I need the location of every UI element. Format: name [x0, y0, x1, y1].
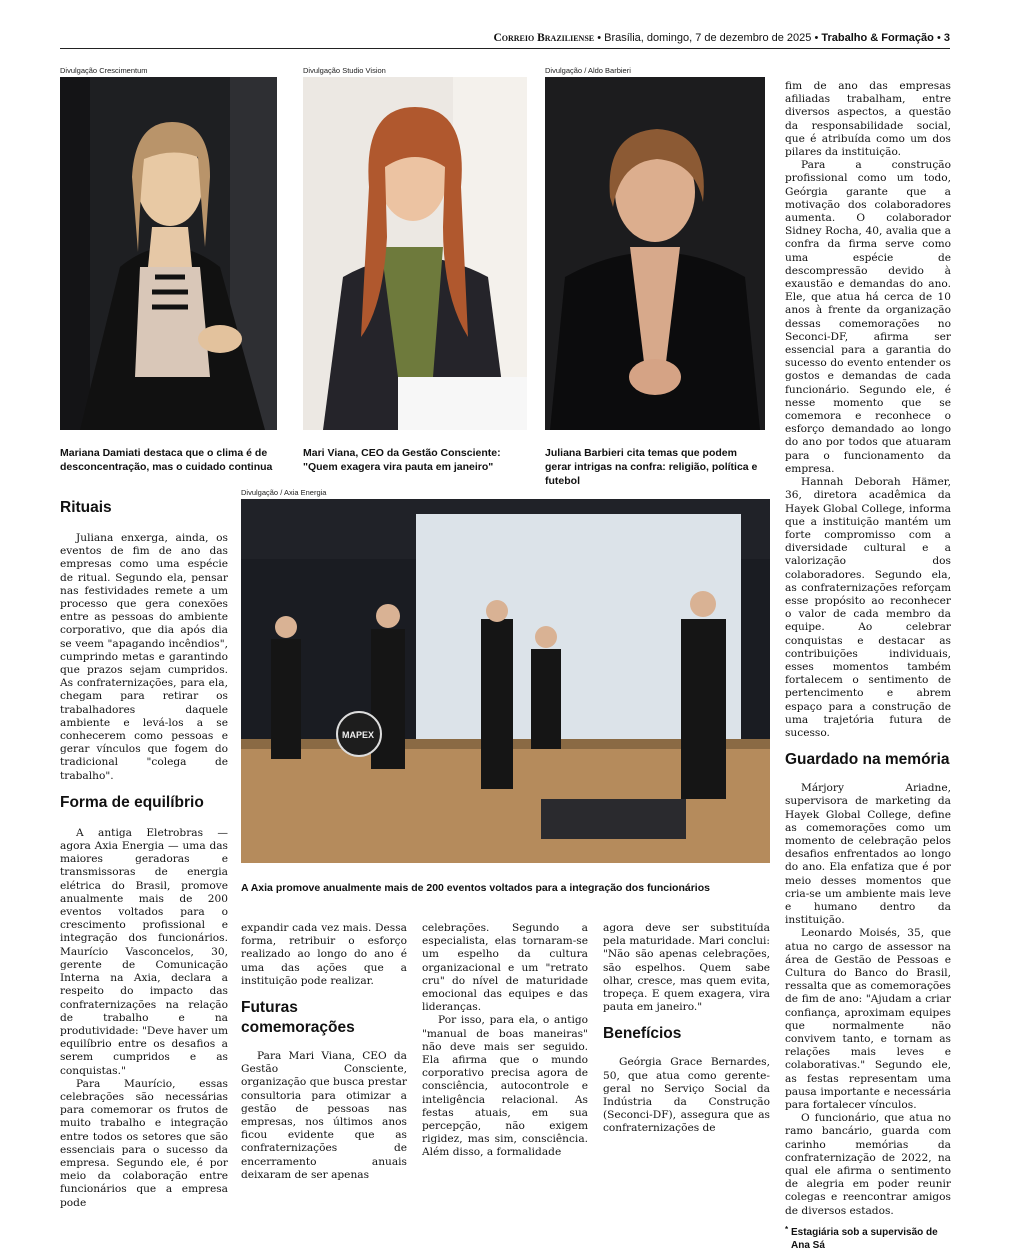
- paragraph: Hannah Deborah Hämer, 36, diretora acadêmica da Hayek Global College, informa que a instituição mantém um forte compromisso com a diversidade cultural e a valorização dos colaboradores. Segundo ela, as confraternizações reforçam esse propósito ao reconhecer o valor de cada membro da equipe. Ao celebrar conquistas e destacar as contribuições individuais, esses momentos também fortalecem o sentimento de pertencimento e abrem espaço para a construção de uma trajetória futura de sucesso.: [785, 476, 951, 739]
- page-header: Correio Braziliense • Brasília, domingo, 7 de dezembro de 2025 • Trabalho & Formação • 3: [60, 30, 950, 49]
- paragraph: Para Mari Viana, CEO da Gestão Consciente, organização que busca prestar consultoria para otimizar a gestão de pessoas nas empresas, nos últimos anos ficou evidente que as confraternizações de encerramento anuais deixaram de ser apenas: [241, 1050, 407, 1181]
- paragraph: A antiga Eletrobras — agora Axia Energia — uma das maiores geradoras e transmissoras de energia elétrica do Brasil, promove anualmente mais de 200 eventos voltados para o crescimento profissional e integração dos funcionários. Maurício Vasconcelos, 30, gerente de Comunicação Interna na Axia, declara a respeito do impacto das confraternizações na relação de trabalho e na produtividade: "Deve haver um equilíbrio entre os desafios a serem cumpridos e as conquistas.": [60, 826, 228, 1077]
- column-4: [603, 922, 770, 1136]
- photo-caption: A Axia promove anualmente mais de 200 eventos voltados para a integração dos funcionários: [241, 882, 710, 894]
- paragraph: Por isso, para ela, o antigo "manual de boas maneiras" não deve mais ser seguido. Ela afirma que o mundo corporativo precisa agora de consciência, autocontrole e inteligência relacional. As festas atuais, em sua percepção, não exigem rigidez, mas sim, consciência. Além disso, a formalidade: [422, 1014, 588, 1159]
- subheading-beneficios: Benefícios: [603, 1025, 682, 1043]
- footnote-mark: *: [785, 1224, 789, 1234]
- page-number: 3: [943, 32, 950, 44]
- paragraph: Juliana enxerga, ainda, os eventos de fim de ano das empresas como uma espécie de ritual. Segundo ela, pensar nas festividades remete a um processo que gera conexões entre as pessoas do ambiente corporativo, que dia após dia se veem "apagando incêndios", cumprindo metas e garantindo que prazos sejam cumpridos. As confraternizações, para ela, chegam para retirar os trabalhadores daquele ambiente e levá-los a se conhecerem como pessoas e gerar vínculos que fogem do tradicional "colega de trabalho".: [60, 532, 228, 782]
- paragraph: O funcionário, que atua no ramo bancário, guarda com carinho memórias da confraternização de 2022, na qual ele afirma o sentimento de alegria em poder reunir colegas e reencontrar amigos de diversos estados.: [785, 1112, 951, 1217]
- paragraph: Leonardo Moisés, 35, que atua no cargo de assessor na área de Gestão de Pessoas e Cultura do Banco do Brasil, ressalta que as comemorações de fim de ano: "Ajudam a criar confiança, aproximam equipes que normalmente não convivem tanto, e tornam as relações mais leves e colaborativas." Segundo ele, as festas representam uma pausa importante e necessária para fortalecer vínculos.: [785, 927, 951, 1112]
- photo-credit: Divulgação Crescimentum: [60, 66, 148, 75]
- section-name: Trabalho & Formação: [821, 32, 934, 44]
- paragraph: expandir cada vez mais. Dessa forma, retribuir o esforço realizado ao longo do ano é uma das ações que a instituição pode realizar.: [241, 922, 407, 987]
- drum-brand-text: MAPEX: [342, 730, 375, 740]
- photo-caption: Juliana Barbieri cita temas que podem gerar intrigas na confra: religião, política e futebol: [545, 447, 758, 487]
- subheading-forma-de-equilibrio: Forma de equilíbrio: [60, 793, 204, 811]
- subheading-futuras-comemoracoes: Futuras comemorações: [241, 999, 355, 1037]
- newspaper-name: Correio Braziliense: [493, 32, 595, 44]
- paragraph: fim de ano das empresas afiliadas trabalham, entre diversos aspectos, a questão da responsabilidade social, que é atribuída como um dos pilares da instituição.: [785, 80, 951, 159]
- column-1: [60, 498, 228, 1210]
- portrait-photo-juliana: [545, 77, 765, 430]
- photo-credit: Divulgação Studio Vision: [303, 66, 386, 75]
- paragraph: celebrações. Segundo a especialista, elas tornaram-se um espelho da cultura organizacional e um "retrato cru" do nível de maturidade emocional das equipes e das lideranças.: [422, 922, 588, 1014]
- band-photo: [241, 499, 770, 863]
- paragraph: Para a construção profissional como um todo, Geórgia garante que a motivação dos colaboradores aumenta. O colaborador Sidney Rocha, 40, avalia que a confra da firma serve como uma espécie de descompressão devido à exaustão e demandas do ano. Ele, que atua há cerca de 10 anos à frente da organização dessas comemorações no Seconci-DF, afirma ser essencial para a garantia do sucesso do evento entender os gostos e demandas de cada funcionário. Segundo ele, é nesse momento que se comemora e reconhece o esforço demandado ao longo do ano por todos que atuaram para o funcionamento da empresa.: [785, 159, 951, 475]
- author-footnote: [785, 1226, 951, 1252]
- paragraph: Geórgia Grace Bernardes, 50, que atua como gerente-geral no Serviço Social da Indústria da Construção (Seconci-DF), assegura que as confraternizações de: [603, 1056, 770, 1135]
- column-3: [422, 922, 588, 1160]
- dateline: Brasília, domingo, 7 de dezembro de 2025: [604, 32, 812, 44]
- photo-caption: Mari Viana, CEO da Gestão Consciente: "Quem exagera vira pauta em janeiro": [303, 447, 501, 473]
- photo-credit: Divulgação / Axia Energia: [241, 488, 327, 497]
- footnote-text: Estagiária sob a supervisão de Ana Sá: [791, 1226, 938, 1251]
- column-2: [241, 922, 407, 1182]
- paragraph: agora deve ser substituída pela maturidade. Mari conclui: "Não são apenas celebrações, são espelhos. Quem sabe olhar, cresce, mas quem evita, tropeça. E quem exagera, vira pauta em janeiro.": [603, 922, 770, 1014]
- paragraph: Márjory Ariadne, supervisora de marketing da Hayek Global College, define as comemorações como um momento de celebração pelos desafios enfrentados ao longo do ano. Ela enfatiza que é por meio desses momentos que cria-se um ambiente mais leve e humano dentro da instituição.: [785, 782, 951, 927]
- paragraph: Para Maurício, essas celebrações são necessárias para comemorar os frutos de muito trabalho e integração entre todos os setores que são essenciais para o sucesso da empresa. Segundo ele, é por meio da colaboração entre funcionários que a empresa pode: [60, 1077, 228, 1209]
- portrait-photo-mari-viana: [303, 77, 527, 430]
- portrait-photo-mariana: [60, 77, 277, 430]
- subheading-rituais: Rituais: [60, 499, 112, 516]
- column-5: [785, 80, 951, 1252]
- photo-credit: Divulgação / Aldo Barbieri: [545, 66, 631, 75]
- subheading-guardado-na-memoria: Guardado na memória: [785, 751, 950, 769]
- photo-caption: Mariana Damiati destaca que o clima é de desconcentração, mas o cuidado continua: [60, 447, 273, 473]
